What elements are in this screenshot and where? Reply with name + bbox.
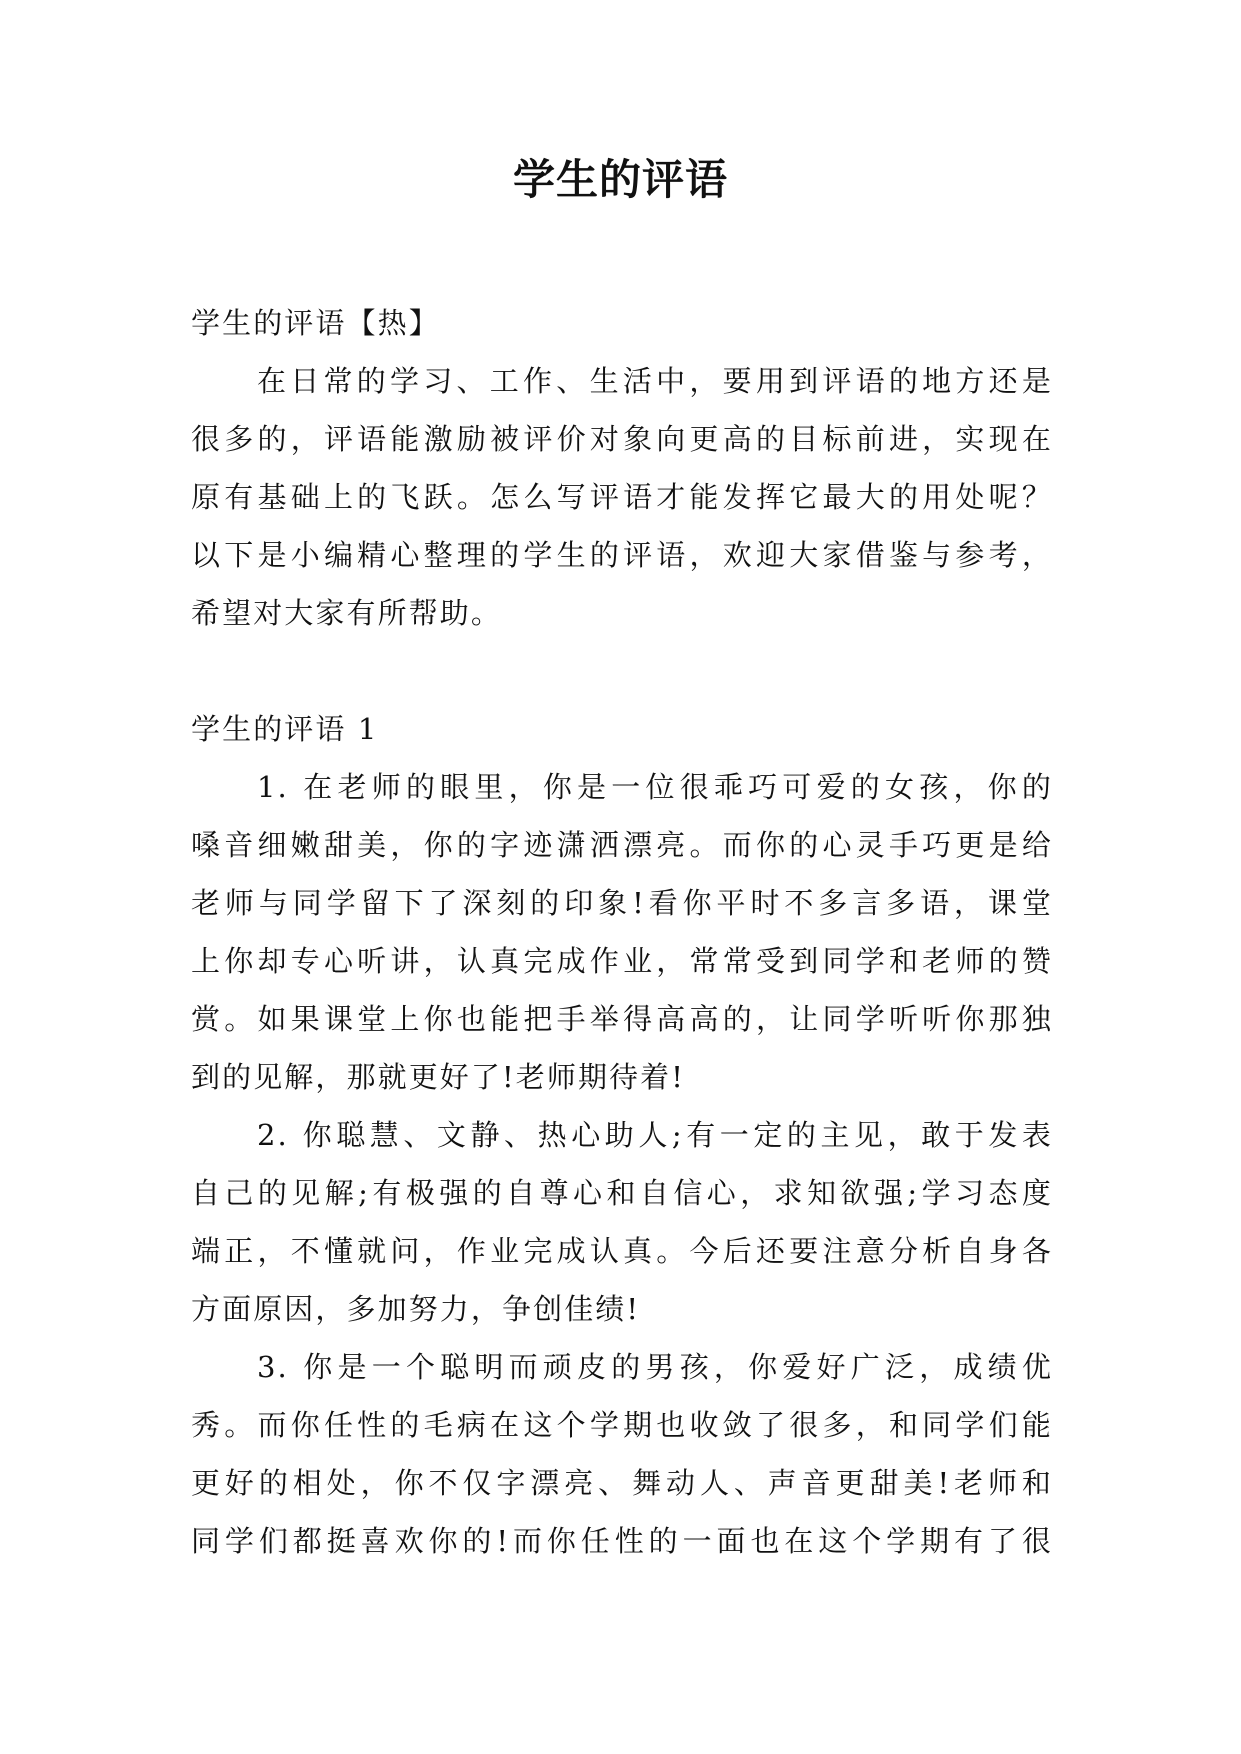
paragraph-line: 以下是小编精心整理的学生的评语，欢迎大家借鉴与参考， [191,538,1053,572]
paragraph-line: 秀。而你任性的毛病在这个学期也收敛了很多，和同学们能 [191,1408,1053,1442]
paragraph-line: 老师与同学留下了深刻的印象!看你平时不多言多语，课堂 [191,886,1053,920]
paragraph-line: 在日常的学习、工作、生活中，要用到评语的地方还是 [257,364,1053,398]
paragraph-line: 到的见解，那就更好了!老师期待着! [191,1060,686,1094]
paragraph-line: 更好的相处，你不仅字漂亮、舞动人、声音更甜美!老师和 [191,1466,1053,1500]
section-heading: 学生的评语 1 [191,712,379,746]
paragraph-line: 方面原因，多加努力，争创佳绩! [191,1292,641,1326]
paragraph-line: 希望对大家有所帮助。 [191,596,503,630]
paragraph-line: 自己的见解;有极强的自尊心和自信心，求知欲强;学习态度 [191,1176,1053,1210]
paragraph-line: 同学们都挺喜欢你的!而你任性的一面也在这个学期有了很 [191,1524,1053,1558]
document-body [191,294,1053,1570]
paragraph-line: 端正，不懂就问，作业完成认真。今后还要注意分析自身各 [191,1234,1053,1268]
blank-line [191,642,1053,700]
paragraph-line: 3. 你是一个聪明而顽皮的男孩，你爱好广泛，成绩优 [257,1350,1053,1384]
paragraph-line: 1. 在老师的眼里，你是一位很乖巧可爱的女孩，你的 [257,770,1053,804]
paragraph-line: 上你却专心听讲，认真完成作业，常常受到同学和老师的赞 [191,944,1053,978]
section-heading: 学生的评语【热】 [191,306,440,340]
paragraph-line: 2. 你聪慧、文静、热心助人;有一定的主见，敢于发表 [257,1118,1053,1152]
paragraph-line: 很多的，评语能激励被评价对象向更高的目标前进，实现在 [191,422,1053,456]
paragraph-line: 嗓音细嫩甜美，你的字迹潇洒漂亮。而你的心灵手巧更是给 [191,828,1053,862]
document-title: 学生的评语 [512,155,728,204]
paragraph-line: 原有基础上的飞跃。怎么写评语才能发挥它最大的用处呢？ [191,480,1053,514]
paragraph-line: 赏。如果课堂上你也能把手举得高高的，让同学听听你那独 [191,1002,1053,1036]
